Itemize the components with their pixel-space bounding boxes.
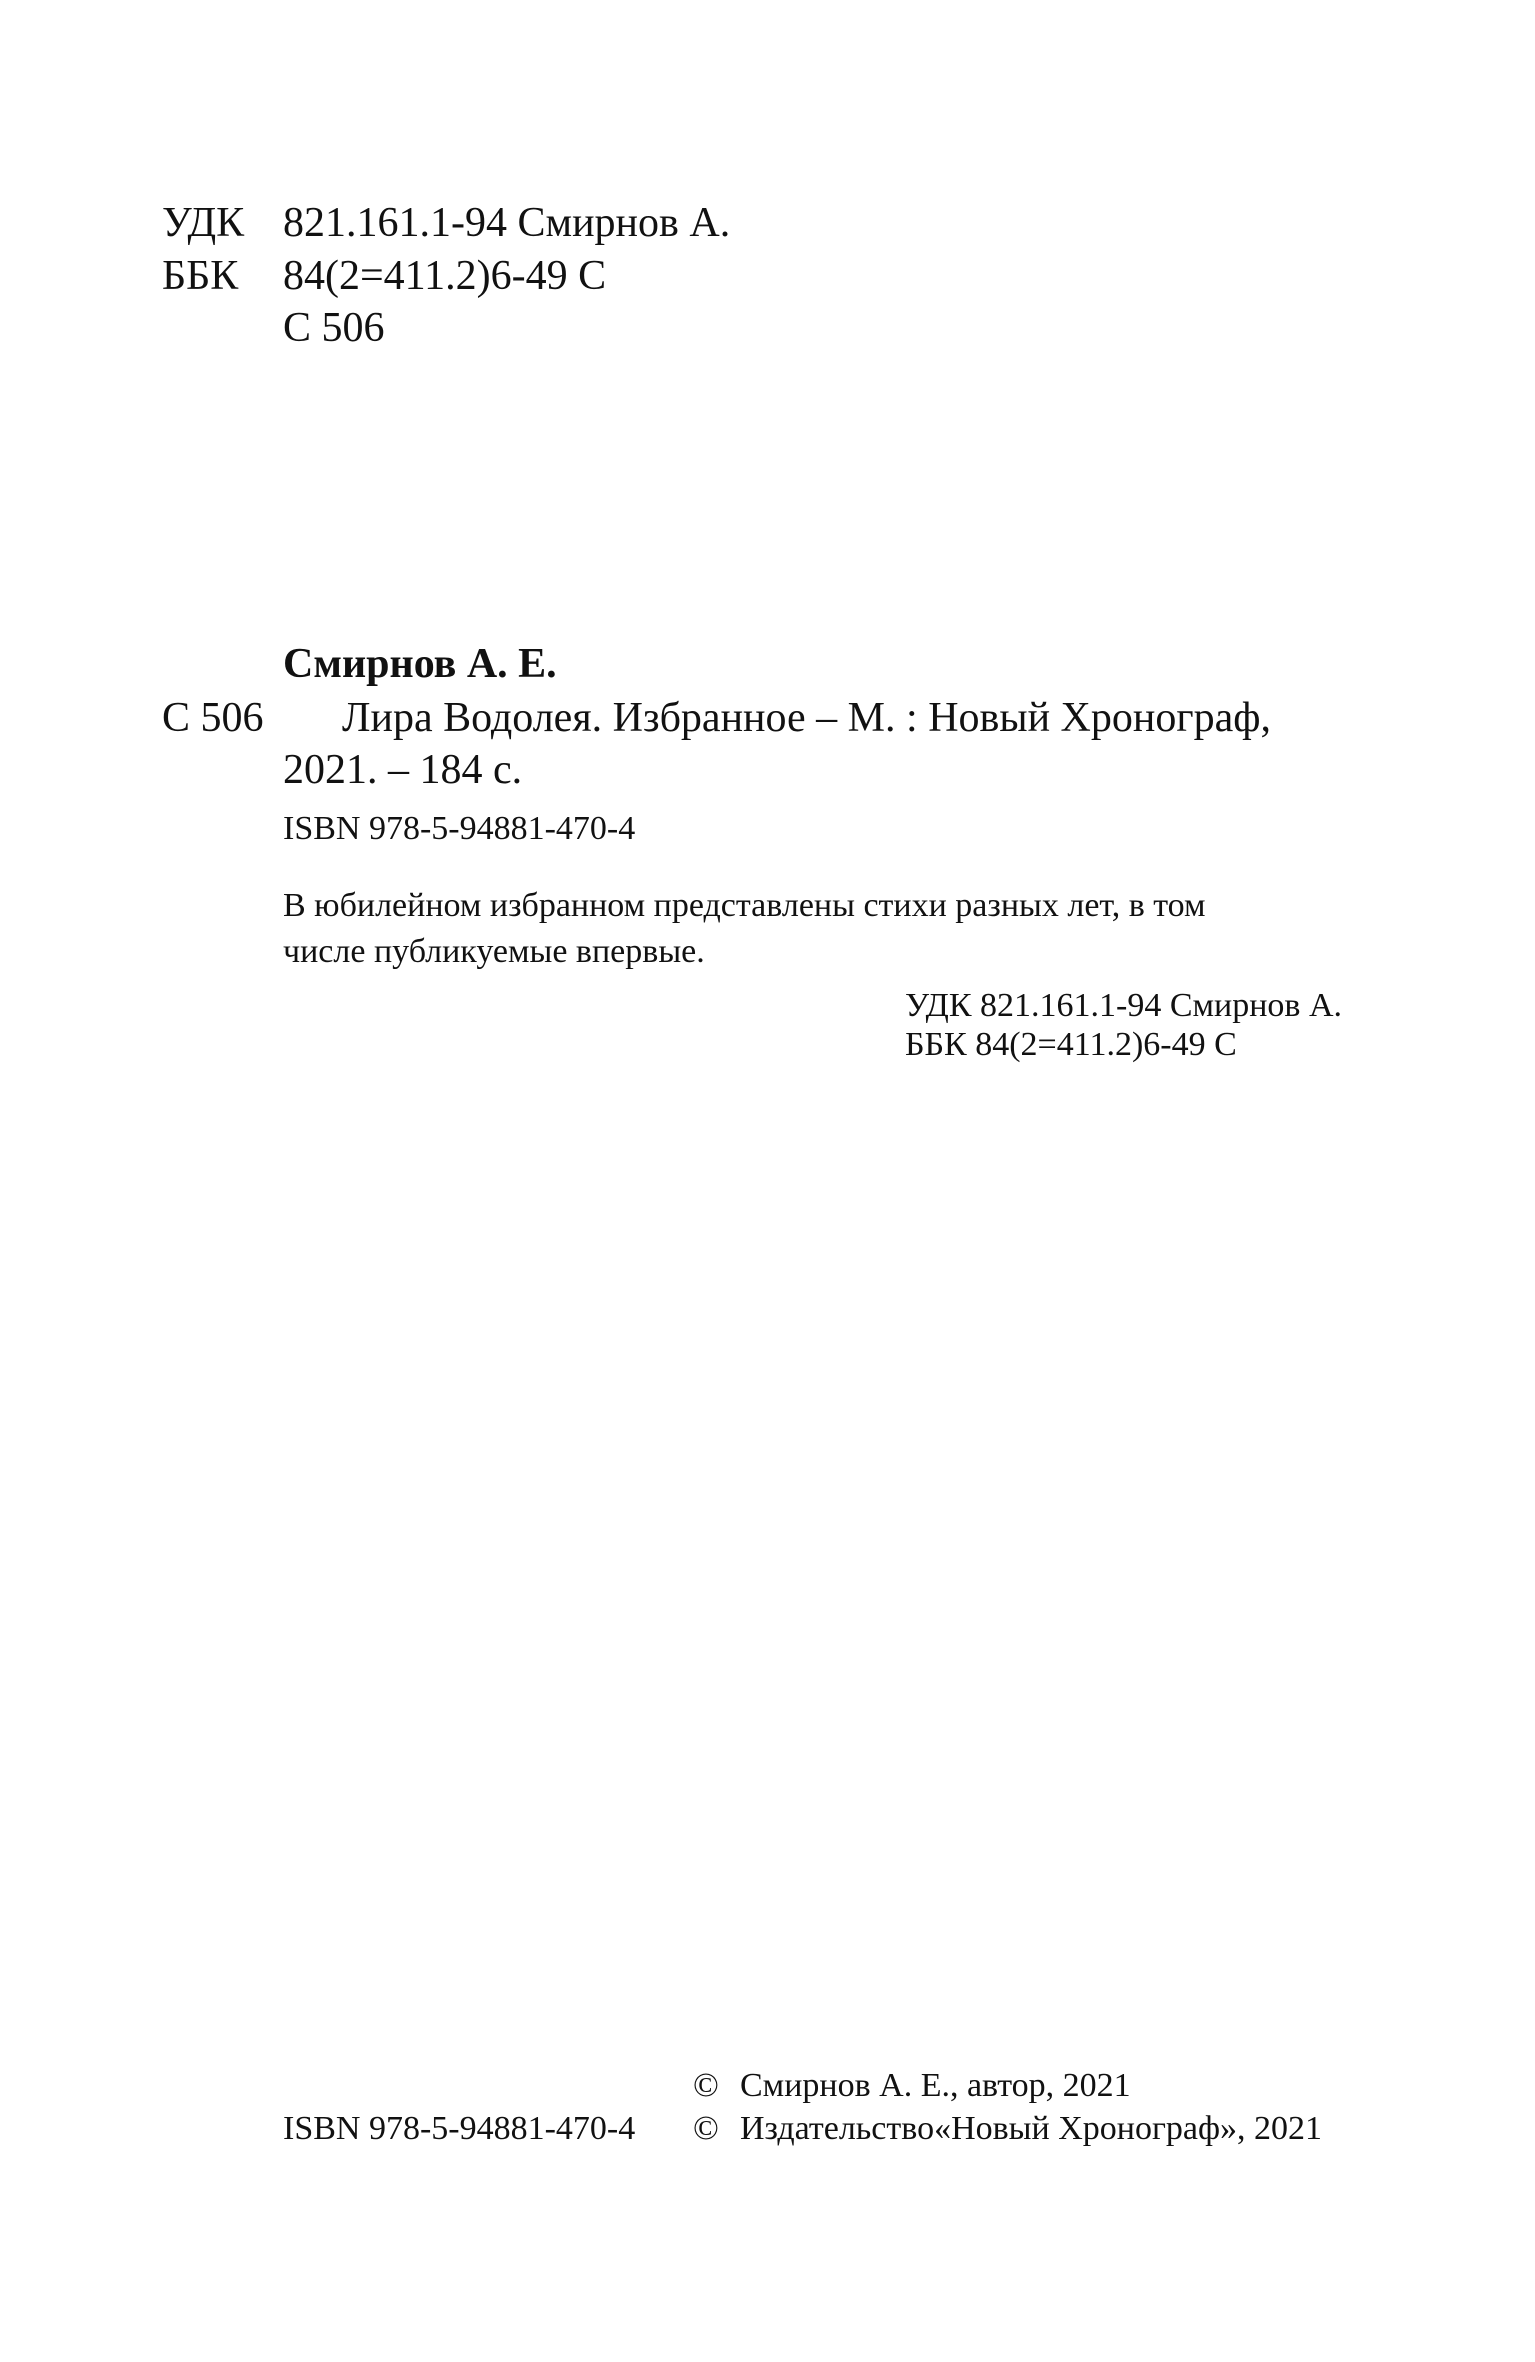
copyright-author: Смирнов А. Е., автор, 2021 — [740, 2067, 1131, 2104]
record-udk: УДК 821.161.1-94 Смирнов А. — [905, 987, 1343, 1024]
copyright-symbol: © — [693, 2067, 719, 2104]
title-line-2: 2021. – 184 с. — [283, 747, 523, 793]
title-line-1: Лира Водолея. Избранное – М. : Новый Хронограф, — [342, 695, 1271, 741]
copyright-symbol: © — [693, 2110, 719, 2147]
annotation-line-1: В юбилейном избранном представлены стихи разных лет, в том — [283, 887, 1206, 924]
author-mark: С 506 — [162, 695, 264, 741]
bbk-label: ББК — [162, 253, 239, 299]
copyright-publisher: Издательство«Новый Хронограф», 2021 — [740, 2110, 1323, 2147]
record-bbk: ББК 84(2=411.2)6-49 С — [905, 1026, 1237, 1063]
udk-label: УДК — [162, 200, 245, 246]
bbk-value: 84(2=411.2)6-49 С — [283, 253, 607, 299]
author-mark-value: С 506 — [283, 305, 385, 351]
footer-isbn: ISBN 978-5-94881-470-4 — [283, 2110, 636, 2147]
record-isbn: ISBN 978-5-94881-470-4 — [283, 810, 636, 847]
udk-value: 821.161.1-94 Смирнов А. — [283, 200, 731, 246]
annotation-line-2: числе публикуемые впервые. — [283, 933, 705, 970]
author-name: Смирнов А. Е. — [283, 641, 557, 687]
